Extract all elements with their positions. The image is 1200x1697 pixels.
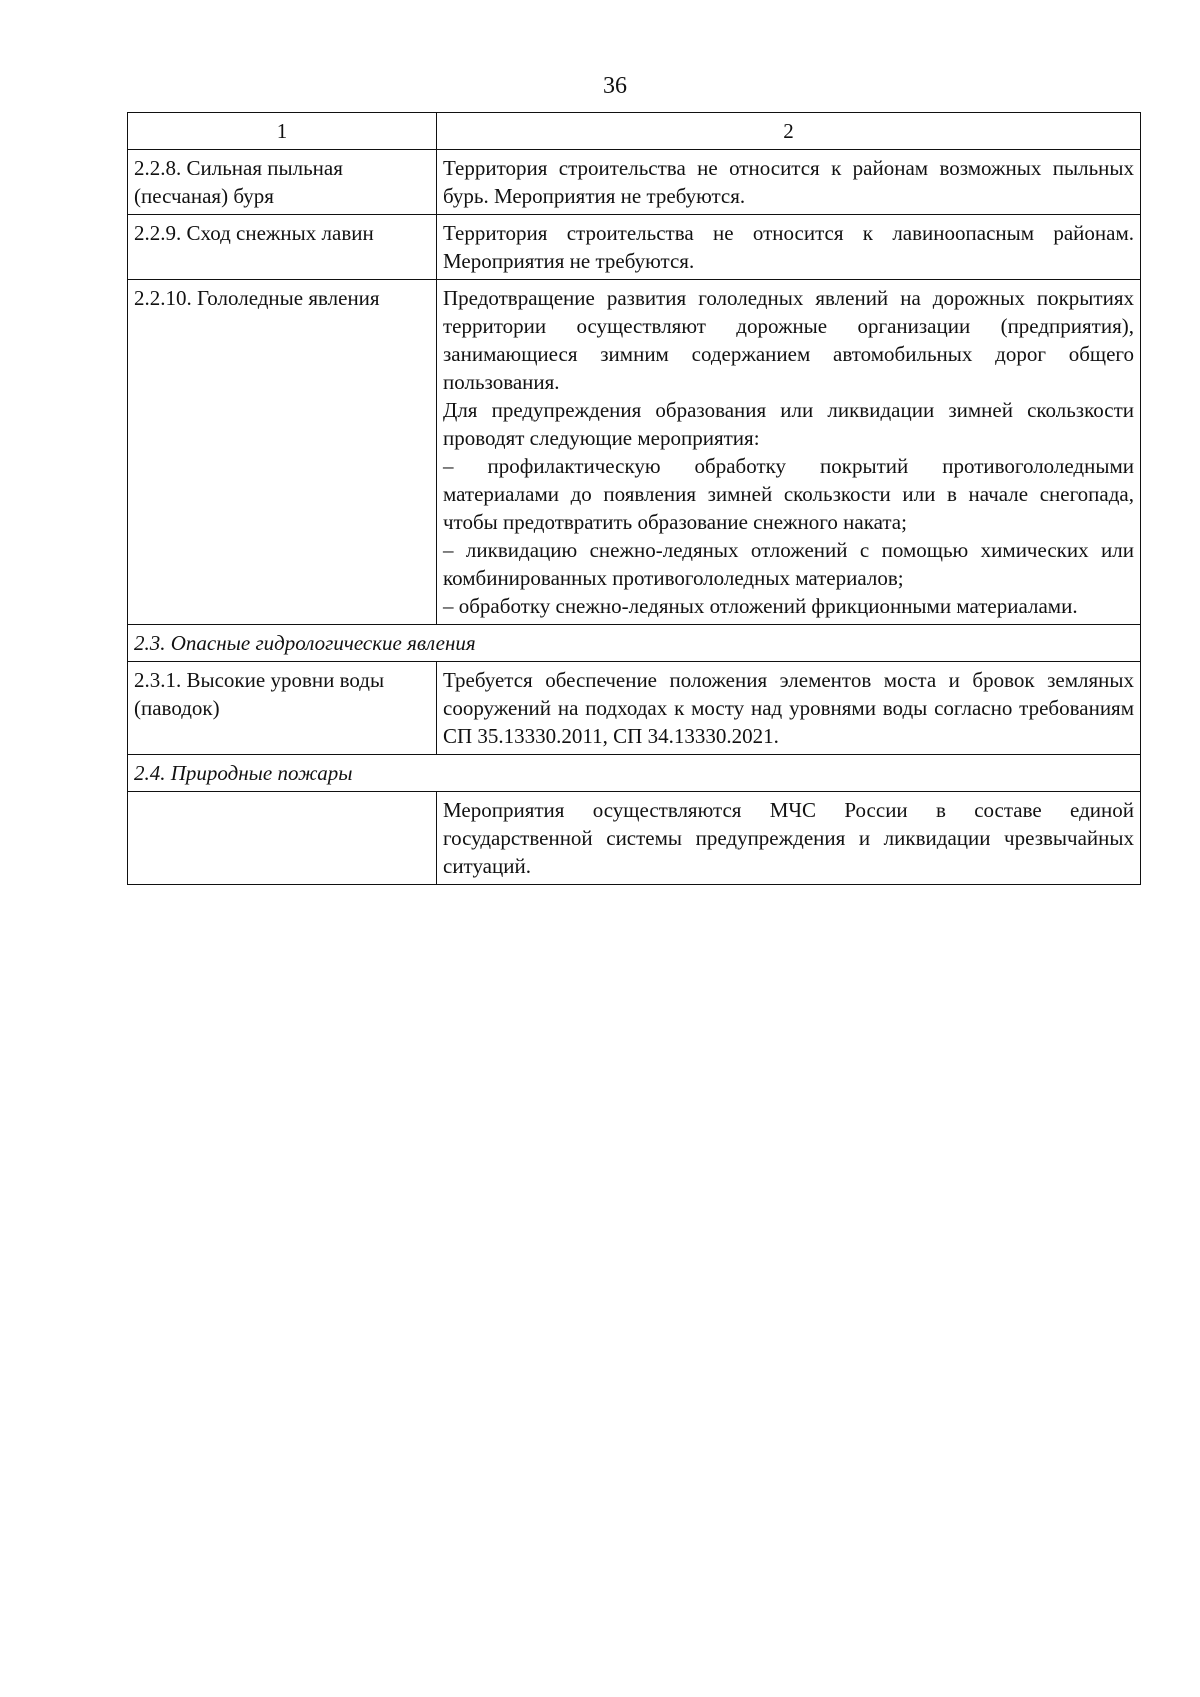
measures-text: Требуется обеспечение положения элементов моста и бровок земляных сооружений на подходах к мосту над уровнями воды согласно требованиям СП 35.13330.2011, СП 34.13330.2021. [443, 668, 1134, 748]
measures-list-item: – ликвидацию снежно-ледяных отложений с помощью химических или комбинированных противогололедных материалов; [443, 538, 1134, 590]
measures-cell [437, 215, 1141, 280]
measures-cell [437, 150, 1141, 215]
hazards-table [127, 112, 1141, 885]
measures-list-item: – профилактическую обработку покрытий противогололедными материалами до появления зимней скользкости или в начале снегопада, чтобы предотвратить образование снежного наката; [443, 454, 1134, 534]
hazard-name-cell: 2.2.10. Гололедные явления [128, 280, 437, 625]
measures-text: Территория строительства не относится к районам возможных пыльных бурь. Мероприятия не требуются. [443, 156, 1134, 208]
measures-cell [437, 662, 1141, 755]
table-row [128, 215, 1141, 280]
column-header-1: 1 [128, 113, 437, 150]
section-heading: 2.4. Природные пожары [128, 755, 1141, 792]
page-number: 36 [603, 73, 627, 99]
measures-text: Мероприятия осуществляются МЧС России в составе единой государственной системы предупреждения и ликвидации чрезвычайных ситуаций. [443, 798, 1134, 878]
measures-list-item: – обработку снежно-ледяных отложений фрикционными материалами. [443, 594, 1078, 618]
hazard-name-cell: 2.2.9. Сход снежных лавин [128, 215, 437, 280]
measures-cell [437, 792, 1141, 885]
hazard-name-cell: 2.2.8. Сильная пыльная (песчаная) буря [128, 150, 437, 215]
section-row [128, 625, 1141, 662]
hazard-name-cell: 2.3.1. Высокие уровни воды (паводок) [128, 662, 437, 755]
section-row [128, 755, 1141, 792]
measures-paragraph: Для предупреждения образования или ликвидации зимней скользкости проводят следующие мероприятия: [443, 398, 1134, 450]
measures-paragraph: Предотвращение развития гололедных явлений на дорожных покрытиях территории осуществляют дорожные организации (предприятия), занимающиеся зимним содержанием автомобильных дорог общего пользования. [443, 286, 1134, 394]
measures-cell [437, 280, 1141, 625]
table-row [128, 792, 1141, 885]
table-row [128, 662, 1141, 755]
hazard-name-cell [128, 792, 437, 885]
measures-text: Территория строительства не относится к лавиноопасным районам. Мероприятия не требуются. [443, 221, 1134, 273]
table-row [128, 280, 1141, 625]
section-heading: 2.3. Опасные гидрологические явления [128, 625, 1141, 662]
table-header-row [128, 113, 1141, 150]
column-header-2: 2 [437, 113, 1141, 150]
table-row [128, 150, 1141, 215]
